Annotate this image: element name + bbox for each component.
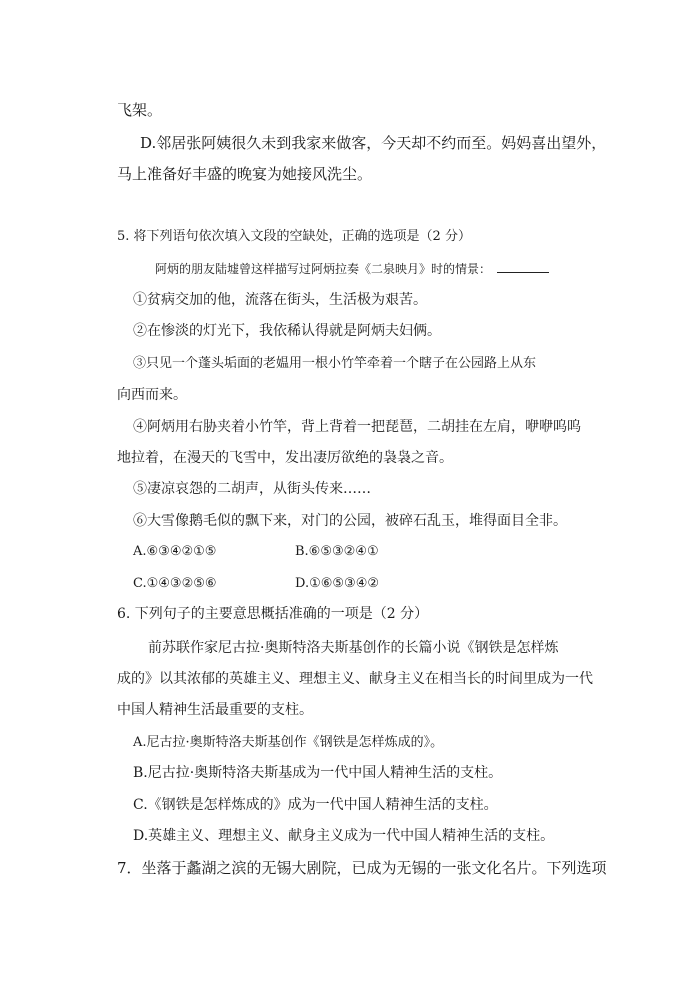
fill-blank [497, 260, 549, 273]
sentence-4: ④阿炳用右胁夹着小竹竿，背上背着一把琵琶，二胡挂在左肩，咿咿呜呜 [133, 419, 581, 435]
option-a: A.尼古拉·奥斯特洛夫斯基创作《钢铁是怎样炼成的》。 [133, 735, 444, 750]
option-d: D.英雄主义、理想主义、献身主义成为一代中国人精神生活的支柱。 [133, 828, 555, 844]
sentence-4-cont: 地拉着，在漫天的飞雪中，发出凄厉欲绝的袅袅之音。 [117, 450, 453, 466]
text-line: 飞架。 [117, 101, 163, 119]
option-c: C.①④③②⑤⑥ [133, 576, 217, 591]
text-line: 马上准备好丰盛的晚宴为她接风洗尘。 [117, 165, 373, 183]
option-b: B.⑥⑤③②④① [295, 544, 379, 559]
sentence-5: ⑤凄凉哀怨的二胡声，从街头传来…… [133, 481, 371, 497]
question-7-title: 7．坐落于蠡湖之滨的无锡大剧院，已成为无锡的一张文化名片。下列选项 [117, 859, 607, 877]
question-5-title: 5. 将下列语句依次填入文段的空缺处，正确的选项是（2 分） [117, 229, 471, 244]
option-b: B.尼古拉·奥斯特洛夫斯基成为一代中国人精神生活的支柱。 [133, 765, 503, 781]
passage-line [155, 259, 549, 279]
sentence-3: ③只见一个蓬头垢面的老媪用一根小竹竿牵着一个瞎子在公园路上从东 [133, 356, 537, 371]
passage-line: 前苏联作家尼古拉·奥斯特洛夫斯基创作的长篇小说《钢铁是怎样炼 [148, 640, 559, 656]
passage-line: 中国人精神生活最重要的支柱。 [117, 702, 313, 718]
sentence-3-cont: 向西而来。 [117, 387, 187, 403]
sentence-1: ①贫病交加的他，流落在街头，生活极为艰苦。 [133, 292, 427, 308]
passage-text: 阿炳的朋友陆墟曾这样描写过阿炳拉奏《二泉映月》时的情景： [155, 262, 492, 276]
option-c: C.《钢铁是怎样炼成的》成为一代中国人精神生活的支柱。 [133, 797, 498, 813]
option-d: D.①⑥⑤③④② [295, 576, 380, 591]
passage-line: 成的》以其浓郁的英雄主义、理想主义、献身主义在相当长的时间里成为一代 [117, 671, 593, 687]
option-a: A.⑥③④②①⑤ [133, 544, 217, 559]
question-6-title: 6. 下列句子的主要意思概括准确的一项是（2 分） [117, 606, 429, 622]
sentence-2: ②在惨淡的灯光下，我依稀认得就是阿炳夫妇俩。 [133, 323, 441, 339]
sentence-6: ⑥大雪像鹅毛似的飘下来，对门的公园，被碎石乱玉，堆得面目全非。 [133, 513, 567, 529]
option-d-line: D.邻居张阿姨很久未到我家来做客，今天却不约而至。妈妈喜出望外， [140, 134, 607, 152]
